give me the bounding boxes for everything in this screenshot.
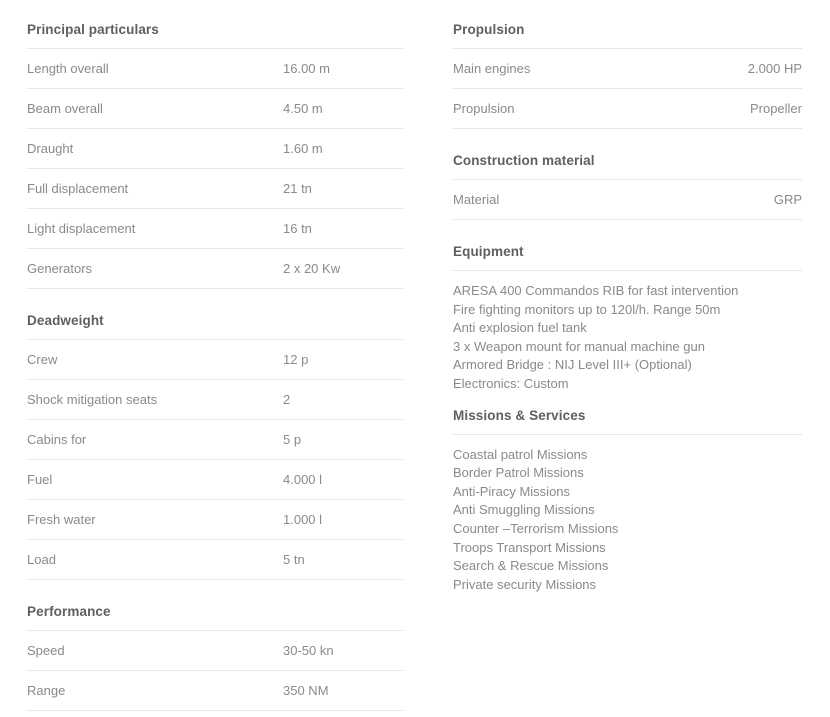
- section-title: Propulsion: [453, 14, 802, 49]
- spec-label: Beam overall: [27, 101, 103, 116]
- list-item: Anti Smuggling Missions: [453, 502, 595, 518]
- spec-row: [27, 169, 403, 209]
- spec-value: 30-50 kn: [283, 643, 334, 658]
- spec-label: Fresh water: [27, 512, 96, 527]
- list-item: Anti explosion fuel tank: [453, 320, 587, 336]
- list-item: Search & Rescue Missions: [453, 558, 609, 574]
- spec-value: 21 tn: [283, 181, 312, 196]
- list-item: Counter –Terrorism Missions: [453, 520, 619, 536]
- spec-row: [453, 89, 802, 129]
- spec-label: Length overall: [27, 61, 109, 76]
- list-item: Armored Bridge : NIJ Level III+ (Optional): [453, 357, 692, 373]
- section-title: Principal particulars: [27, 14, 403, 49]
- left-column: [0, 14, 432, 717]
- spec-value: GRP: [773, 192, 802, 207]
- list-item: Anti-Piracy Missions: [453, 483, 571, 499]
- spec-label: Range: [27, 683, 66, 698]
- spec-row: [27, 671, 403, 711]
- spec-row: [27, 380, 403, 420]
- list-item: Fire fighting monitors up to 120l/h. Range 50m: [453, 301, 721, 317]
- section-title: Equipment: [453, 236, 802, 271]
- spec-label: Full displacement: [27, 181, 129, 196]
- section-propulsion: [453, 14, 802, 129]
- section-equipment: [453, 236, 802, 394]
- spec-value: 350 NM: [283, 683, 329, 698]
- spec-value: 1.60 m: [283, 141, 323, 156]
- spec-label: Speed: [27, 643, 65, 658]
- spec-label: Material: [453, 192, 500, 207]
- spec-value: Propeller: [749, 101, 802, 116]
- spec-value: 2.000 HP: [747, 61, 802, 76]
- section-deadweight: [27, 305, 403, 580]
- section-title: Performance: [27, 596, 403, 631]
- spec-value: 12 p: [283, 352, 309, 367]
- spec-row: [453, 180, 802, 220]
- spec-value: 2 x 20 Kw: [283, 261, 341, 276]
- spec-label: Draught: [27, 141, 74, 156]
- spec-label: Main engines: [453, 61, 531, 76]
- spec-row: [27, 49, 403, 89]
- spec-row: [453, 49, 802, 89]
- spec-row: [27, 340, 403, 380]
- list-item: Electronics: Custom: [453, 375, 569, 391]
- spec-value: 1.000 l: [283, 512, 323, 527]
- section-title: Construction material: [453, 145, 802, 180]
- list-item: Private security Missions: [453, 576, 597, 592]
- spec-label: Generators: [27, 261, 93, 276]
- list-item: Border Patrol Missions: [453, 465, 584, 481]
- spec-row: [27, 89, 403, 129]
- equipment-list: [453, 271, 802, 394]
- section-construction-material: [453, 145, 802, 220]
- spec-label: Light displacement: [27, 221, 136, 236]
- list-item: Troops Transport Missions: [453, 539, 606, 555]
- spec-label: Load: [27, 552, 56, 567]
- spec-row: [27, 129, 403, 169]
- spec-row: [27, 540, 403, 580]
- spec-value: 4.50 m: [283, 101, 323, 116]
- list-item: ARESA 400 Commandos RIB for fast intervention: [453, 283, 739, 298]
- spec-label: Crew: [27, 352, 58, 367]
- spec-label: Propulsion: [453, 101, 515, 116]
- spec-row: [27, 500, 403, 540]
- right-column: [432, 14, 830, 717]
- list-item: 3 x Weapon mount for manual machine gun: [453, 338, 705, 354]
- spec-value: 5 tn: [283, 552, 305, 567]
- spec-label: Shock mitigation seats: [27, 392, 158, 407]
- spec-value: 16.00 m: [283, 61, 330, 76]
- spec-label: Fuel: [27, 472, 53, 487]
- section-missions-services: [453, 400, 802, 595]
- spec-value: 16 tn: [283, 221, 312, 236]
- section-title: Deadweight: [27, 305, 403, 340]
- spec-row: [27, 460, 403, 500]
- section-title: Missions & Services: [453, 400, 802, 435]
- section-performance: [27, 596, 403, 711]
- spec-value: 4.000 l: [283, 472, 323, 487]
- spec-row: [27, 631, 403, 671]
- spec-value: 5 p: [283, 432, 302, 447]
- missions-list: [453, 435, 802, 595]
- spec-row: [27, 420, 403, 460]
- list-item: Coastal patrol Missions: [453, 446, 588, 462]
- spec-row: [27, 249, 403, 289]
- spec-label: Cabins for: [27, 432, 87, 447]
- section-principal-particulars: [27, 14, 403, 289]
- spec-row: [27, 209, 403, 249]
- spec-value: 2: [283, 392, 291, 407]
